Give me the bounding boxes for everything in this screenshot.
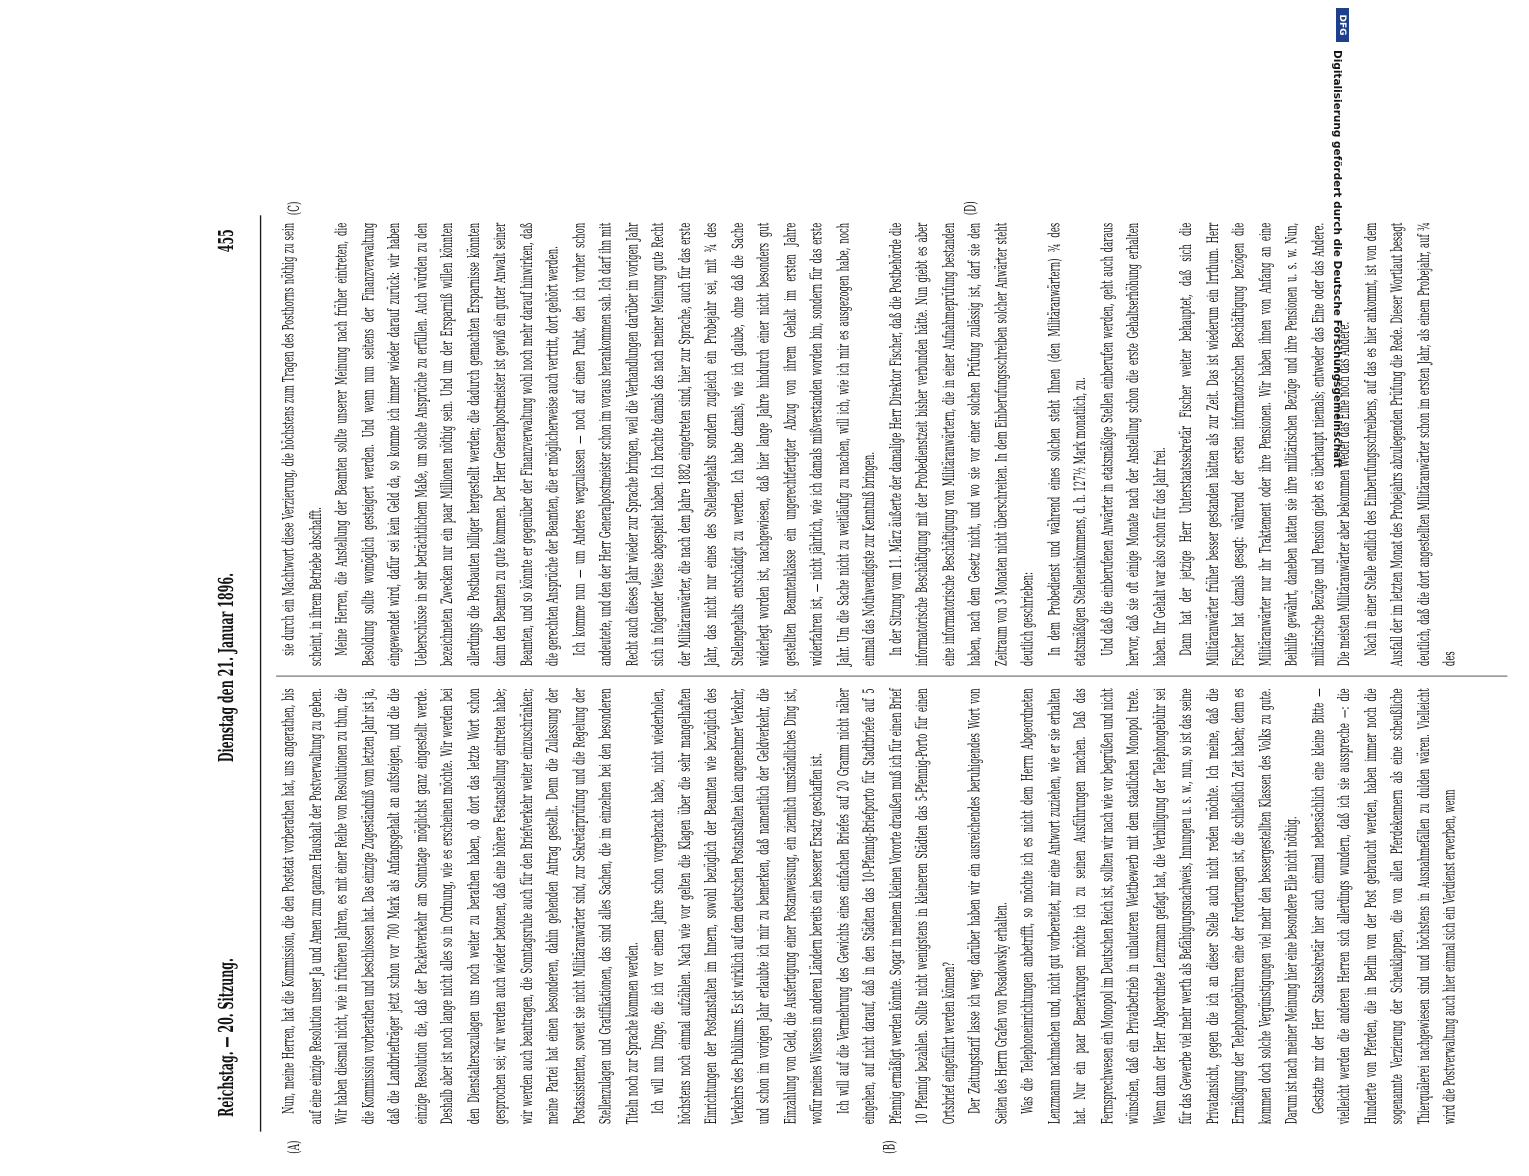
paragraph: Nach in einer Stelle endlich des Einberufungsschreibens, auf das es hier ankommt, ist von dem Ausfall der im letzten Monat des Probejahrs abzulegenden Prüfung die Rede. Dieser Wortlaut besagt deutlich, daß die dort angestellten Militäranwärter schon im ersten Jahr, als einem Probejahr, auf ¾ des xyxy=(1360,222,1459,667)
paragraph: Ich will auf die Vermehrung des Gewichts eines einfachen Briefes auf 20 Gramm nicht näher eingehen, auf nicht darauf, daß in den Städten das 10-Pfennig-Briefporto für Stadtbriefe auf 5 Pfennig ermäßigt werden könnte. Sogar in meinem kleinen Vororte draußen muß ich für einen Brief 10 Pfennig bezahlen. Sollte nicht wenigstens in kleineren Städten das 5-Pfennig-Porto für einen Ortsbrief eingeführt werden können? xyxy=(832,688,958,1125)
paragraph: Nun, meine Herren, hat die Kommission, die den Postetat vorberathen hat, uns angerathen, bis auf eine einzige Resolution unser Ja und Amen zum ganzen Haushalt der Postverwaltung zu geben. Wir haben diesmal nicht, wie in früheren Jahren, es mit einer Reihe von Resolutionen zu thun, die die Kommission vorberathen und beschlossen hat. Das einzige Zugeständniß vom letzten Jahr ist ja, daß die Landbriefträger jetzt schon vor 700 Mark als Anfangsgehalt an aufsteigen, und die die einzige Resolution die, daß der Packetverkehr am Sonntage möglichst ganz eingestellt werde. Deshalb aber ist noch lange nicht alles so in Ordnung, wie es erscheinen möchte. Wir werden bei den Dienstaltersazulagen uns noch weiter zu berathen haben, ob dort das letzte Wort schon gesprochen sei; wir werden auch wieder betonen, daß eine höhere Festanstellung eintreten habe; wir werden auch beantragen, die Sonntagsruhe auch für den Briefverkehr weiter einzuschränken; meine Partei hat einen besonderen, dahin gehenden Antrag gestellt. Denn die Zulassung der Postassistenten, soweit sie nicht Militäranwärter sind, zur Sekretärprüfung und die Regelung der Stellenzulagen und Gratifikationen, das sind alles Sachen, die im einzelnen bei den besonderen Titeln noch zur Sprache kommen werden. xyxy=(278,688,641,1125)
margin-letter-b: (B) xyxy=(879,1140,899,1154)
paragraph: Der Zeitungstarif lasse ich weg; darüber haben wir ein ausreichendes beruhigendes Wort von Seiten des Herrn Grafen von Posadowsky erhalten. xyxy=(964,688,1011,1125)
paragraph: In der Sitzung vom 11. März äußerte der damalige Herr Direktor Fischer, daß die Postbehörde die informatorische Beschäftigung mit der Probedienstzeit bisher verbunden hätte. Nun giebt es aber eine informatorische Beschäftigung von Militäranwärtern, die in einer Aufnahmeprüfung bestanden haben, nach dem Gesetz nicht, und wo sie vor einer solchen Prüfung zulässig ist, darf sie den Zeitraum von 3 Monaten nicht überschreiten. In dem Einberufungsschreiben solcher Anwärter steht deutlich geschrieben: xyxy=(885,222,1037,667)
dfg-logo xyxy=(1336,8,1349,42)
dfg-logo-text: DFG xyxy=(1337,14,1347,36)
paragraph: Ich will nun Dinge, die ich vor einem Jahre schon vorgebracht habe, nicht wiederholen, höchstens noch einmal aufzählen. Nach wie vor gelten die Klagen über die sehr mangelhaften Einrichtungen der Postanstalten im Innern, sowohl bezüglich der Beamten wie bezüglich des Verkehrs des Publikums. Es ist wirklich auf dem deutschen Postanstalten kein angenehmer Verkehr, und schon im vorigen Jahr erlaubte ich mir zu bemerken, daß namentlich der Geldverkehr, die Einzahlung von Geld, die Ausfertigung einer Postanweisung, ein ziemlich umständliches Ding ist, wofür meines Wissens in anderen Ländern bereits ein besserer Ersatz geschaffen ist. xyxy=(648,688,826,1125)
margin-letter-a: (A) xyxy=(284,1140,304,1154)
text-column-left xyxy=(276,688,1514,1124)
column-divider xyxy=(276,676,1507,677)
margin-letter-c: (C) xyxy=(284,201,304,216)
paragraph: Gestatte mir der Herr Staatssekretär hier auch einmal nebensächlich eine kleine Bitte — vielleicht werden die anderen Herren sich allerdings wundern, daß ich sie ausspreche —: die Hunderte von Pferden, die in Berlin von der Post gebraucht werden, haben immer noch die sogenannte Verzierung der Scheuklappen, die von allen Pferdekennern als eine scheußliche Thierquälerei nachgewiesen sind und höchstens in Ausnahmefällen zu dulden wären. Vielleicht wird die Postverwaltung auch hier einmal sich ein Verdienst erwerben, wenn xyxy=(1307,688,1459,1125)
header-rule xyxy=(260,215,261,1131)
paragraph: sie durch ein Machtwort diese Verzierung, die höchstens zum Tragen des Posthorns nöthig zu sein scheint, in ihrem Betriebe abschafft. xyxy=(278,222,325,667)
paragraph: Ich komme nun — um Anderes wegzulassen — noch auf einen Punkt, den ich vorher schon andeutete, und den der Herr Generalpostmeister schon im voraus herankommen sah. Ich darf ihn mit Recht auch dieses Jahr wieder zur Sprache bringen, weil die Verhandlungen darüber im vorigen Jahr sich in folgender Weise abgespielt haben. Ich brachte damals das nach meiner Meinung gute Recht der Militäranwärter, die nach dem Jahre 1882 eingetreten sind, hier zur Sprache, auch für das erste Jahr, das nicht nur eines des Stellengehalts sondern zugleich ein Probejahr sei, mit ¾ des Stellengehalts entschädigt zu werden. Ich habe damals, wie ich glaube, ohne daß die Sache widerlegt worden ist, nachgewiesen, daß hier lange Jahre hindurch einer nicht besonders gut gestellten Beamtenklasse ein ungerechtfertigter Abzug von ihrem Gehalt im ersten Jahre widerfahren ist, — nicht jährlich, wie ich damals mißverstanden worden bin, sondern für das erste Jahr. Um die Sache nicht zu weitläufig zu machen, will ich, wie ich mir es ausgezogen habe, noch einmal das Nothwendigste zur Kenntniß bringen. xyxy=(569,222,879,667)
running-header-center: Dienstag den 21. Januar 1896. xyxy=(213,573,239,763)
paragraph: In dem Probedienst und während eines solchen steht Ihnen (den Militäranwärtern) ¾ des etatsmäßigen Stelleneinkommens, d. h. 127½ Mark monatlich, zu. xyxy=(1043,222,1090,667)
paragraph: Meine Herren, die Anstellung der Beamten sollte unserer Meinung nach früher eintreten, die Besoldung sollte womöglich gesteigert werden. Und wenn nun seitens der Finanzverwaltung eingewendet wird, dafür sei kein Geld da, so komme ich immer wieder darauf zurück: wir haben Ueberschüsse in sehr beträchtlichem Maße, um solche Ansprüche zu erfüllen. Auch würden zu den bezeichneten Zwecken nur ein paar Millionen nöthig sein. Und um der Ersparniß willen könnten allerdings die Postbauten billiger hergestellt werden; die dadurch gemachten Ersparnisse könnten dann den Beamten zu gute kommen. Der Herr Generalpostmeister ist gewiß ein guter Anwalt seiner Beamten, und so könnte er gegenüber der Finanzverwaltung wohl noch mehr darauf hinwirken, daß die gerechten Ansprüche der Beamten, die er möglicherweise auch vertritt, dort gehört werden. xyxy=(331,222,562,667)
digitization-note: Digitalisierung gefördert durch die Deutsche Forschungsgemeinschaft xyxy=(1331,50,1343,468)
paragraph: Was die Telephoneinrichtungen anbetrifft, so möchte ich es nicht dem Herrn Abgeordneten Lenzmann nachmachen und, nicht gut vorbereitet, mir eine Antwort zuziehen, wie er sie erhalten hat. Nur ein paar Bemerkungen möchte ich zu seinen Ausführungen machen. Daß das Fernsprechwesen ein Monopol im Deutschen Reich ist, sollten wir nach wie vor begrüßen und nicht wünschen, daß ein Privatbetrieb in unlauteren Wettbewerb mit dem staatlichen Monopol trete. Wenn dann der Herr Abgeordnete Lenzmann gefagt hat, die Verbilligung der Telephongebühr sei für das Gewerbe viel mehr werth als Befähigungsnachweis, Innungen u. s. w., nun, so ist das seine Privatansicht, gegen die ich an dieser Stelle auch nicht reden möchte. Ich meine, daß die Ermäßigung der Telephongebühren eine der Forderungen ist, die schließlich Zeit haben; denn es kommen doch solche Vergünstigungen viel mehr den bessergestellten Klassen des Volks zu gute. Darum ist nach meiner Meinung hier eine besondere Eile nicht nöthig. xyxy=(1017,688,1301,1125)
running-header-left: Reichstag. — 20. Sitzung. xyxy=(213,958,239,1117)
paragraph: Und daß die einberufenen Anwärter in etatsmäßige Stellen einberufen werden, geht auch daraus hervor, daß sie oft einige Monate nach der Anstellung schon die erste Gehaltserhöhung erhalten haben. Ihr Gehalt war also schon für das Jahr frei. xyxy=(1096,222,1169,667)
page-number: 455 xyxy=(213,229,239,253)
paragraph: Dann hat der jetzige Herr Unterstaatssekretär Fischer weiter behauptet, daß sich die Militäranwärter früher besser gestanden hätten als zur Zeit. Das ist wiederum ein Irrthum. Herr Fischer hat damals gesagt: während der ersten informatorischen Beschäftigung bezögen die Militäranwärter nur ihr Traktement oder ihre Pensionen. Wir haben ihnen von Anfang an eine Beihilfe gewährt, daneben hatten sie ihre militärischen Bezüge und ihre Pensionen u. s. w. Nun, militärische Bezüge und Pension giebt es überhaupt niemals; entweder das Eine oder das Andere. Die meisten Militäranwärter aber bekommen weder das Eine noch das Andere. xyxy=(1175,222,1354,667)
margin-letter-d: (D) xyxy=(960,201,980,216)
page-content xyxy=(176,176,1529,1176)
text-column-right xyxy=(276,223,1514,666)
